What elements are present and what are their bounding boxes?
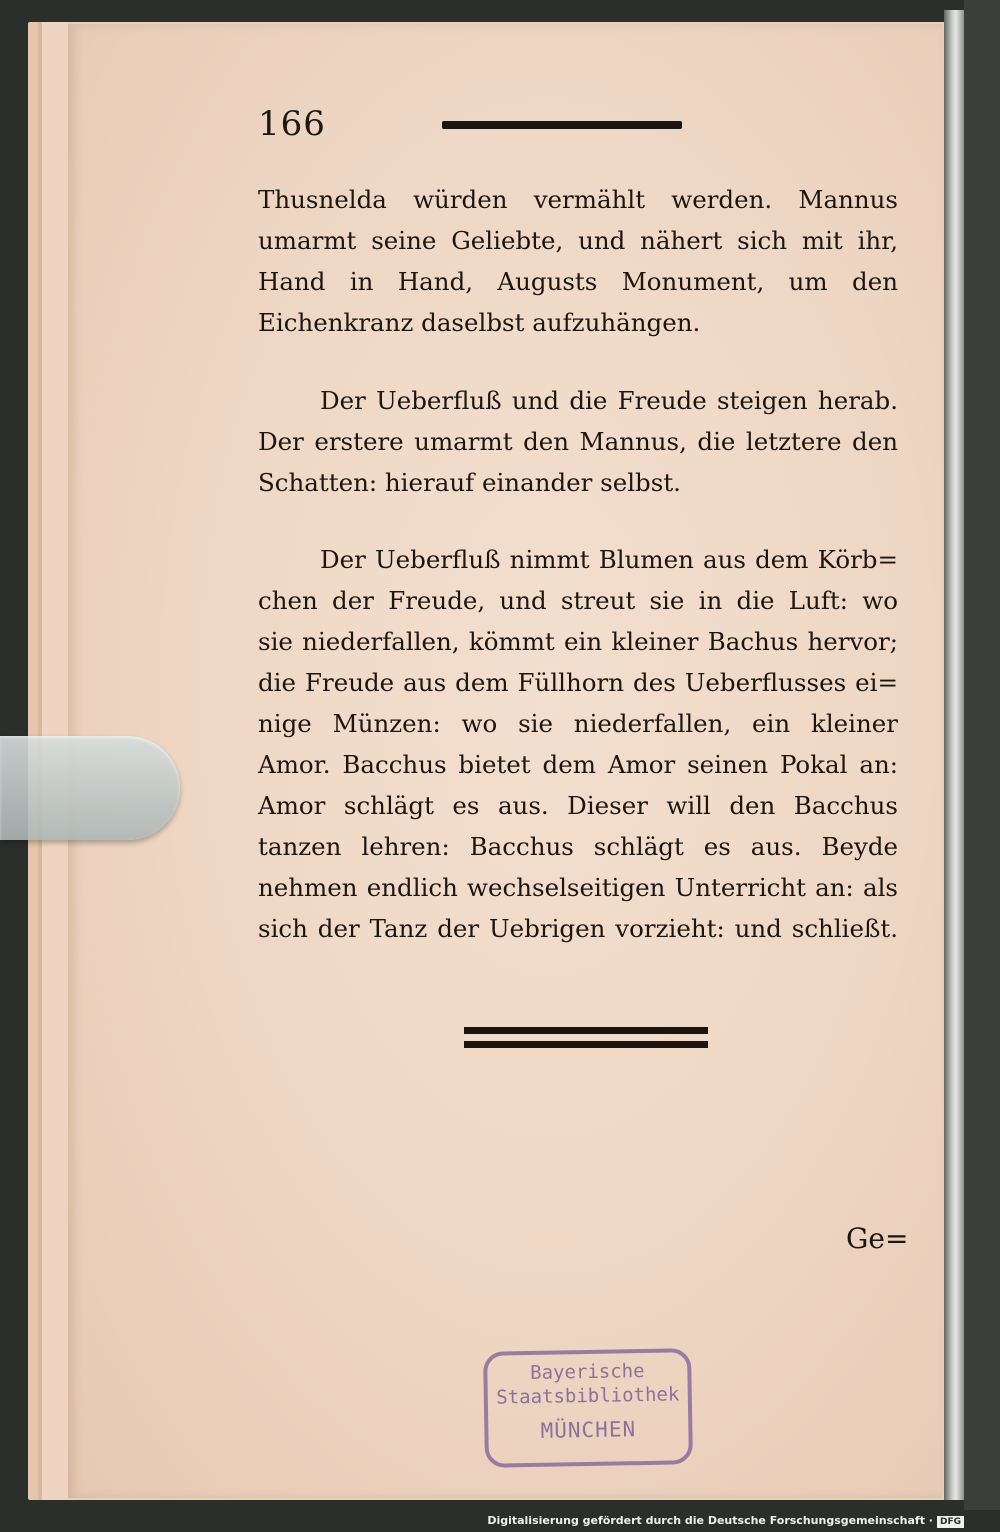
text-line: Schatten: hierauf einander selbst.: [258, 468, 681, 497]
page-number: 166: [258, 104, 326, 144]
paragraph-1: [258, 179, 898, 343]
stamp-line: Bayerische: [529, 1360, 645, 1385]
stamp-line: Staatsbibliothek: [496, 1383, 680, 1409]
paragraph-2: [258, 380, 898, 503]
text-line: sich der Tanz der Uebrigen vorzieht: und schließt.: [258, 914, 898, 943]
text-line: Der erstere umarmt den Mannus, die letztere den: [258, 427, 898, 456]
text-line: Amor. Bacchus bietet dem Amor seinen Pokal an:: [258, 750, 898, 779]
end-rule-bottom: [464, 1041, 708, 1048]
text-line: Thusnelda würden vermählt werden. Mannus: [258, 185, 898, 214]
end-rule-top: [464, 1027, 708, 1034]
text-line: Hand in Hand, Augusts Monument, um den: [258, 267, 898, 296]
paragraph-3: [258, 539, 898, 949]
text-line: tanzen lehren: Bacchus schlägt es aus. Beyde: [258, 832, 898, 861]
header-rule: [442, 121, 682, 129]
text-line: sie niederfallen, kömmt ein kleiner Bachus hervor;: [258, 627, 898, 656]
dfg-logo: DFG: [937, 1516, 964, 1528]
text-line: die Freude aus dem Füllhorn des Ueberflusses ei=: [258, 668, 898, 697]
text-line: chen der Freude, und streut sie in die Luft: wo: [258, 586, 898, 615]
catchword: Ge=: [846, 1222, 909, 1255]
text-line: Der Ueberfluß und die Freude steigen herab.: [320, 386, 898, 415]
text-line: nehmen endlich wechselseitigen Unterricht an: als: [258, 873, 898, 902]
page-clip: [0, 736, 180, 840]
scan-background: [964, 0, 1000, 1510]
stamp-line: MÜNCHEN: [540, 1417, 637, 1443]
digitization-footer: [487, 1514, 964, 1528]
text-line: Amor schlägt es aus. Dieser will den Bacchus: [258, 791, 898, 820]
text-line: nige Münzen: wo sie niederfallen, ein kleiner: [258, 709, 898, 738]
book-spine: [944, 10, 964, 1500]
footer-text: Digitalisierung gefördert durch die Deutsche Forschungsgemeinschaft ·: [487, 1514, 933, 1527]
text-line: Der Ueberfluß nimmt Blumen aus dem Körb=: [320, 545, 898, 574]
library-stamp: [483, 1348, 693, 1468]
text-line: umarmt seine Geliebte, und nähert sich mit ihr,: [258, 226, 898, 255]
text-line: Eichenkranz daselbst aufzuhängen.: [258, 308, 701, 337]
